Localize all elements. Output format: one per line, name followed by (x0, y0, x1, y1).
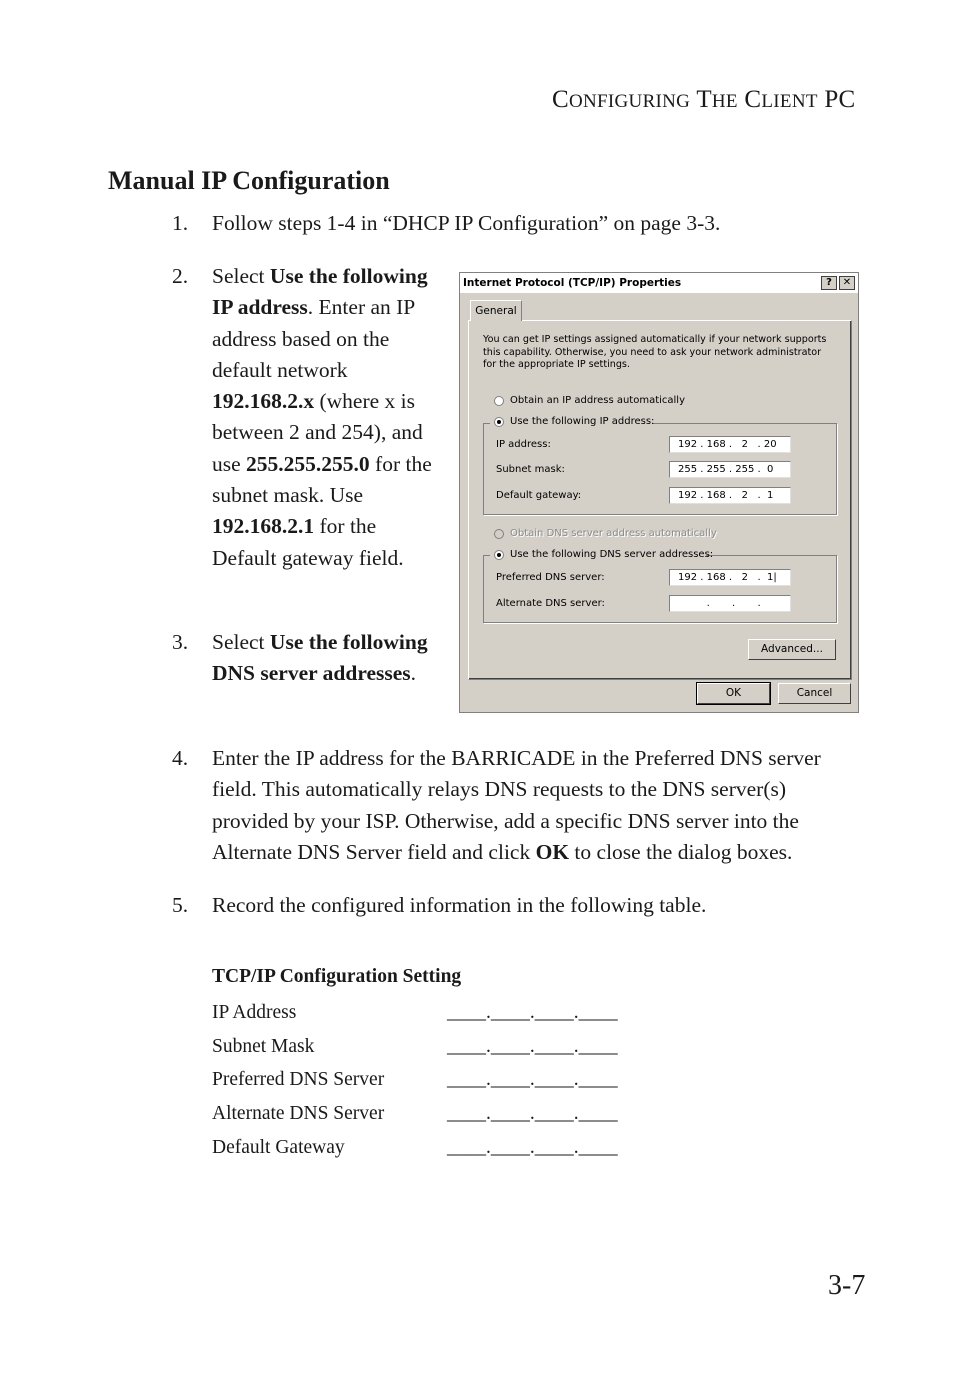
close-icon[interactable]: ✕ (839, 276, 855, 290)
text-run: for the subnet mask. Use (212, 451, 432, 508)
header-cap: T (696, 86, 712, 113)
radio-label: Use the following DNS server addresses: (510, 549, 714, 560)
running-header (552, 86, 856, 114)
ip-address-label: IP address: (496, 439, 551, 450)
subnet-mask-field[interactable]: 255 . 255 . 255 . 0 (669, 461, 791, 478)
alternate-dns-label: Alternate DNS server: (496, 598, 605, 609)
text-run: to close the dialog boxes. (569, 839, 793, 864)
page-number: 3-7 (828, 1270, 866, 1301)
cancel-button[interactable]: Cancel (778, 683, 851, 704)
table-row-blank: ____.____.____.____ (447, 1036, 618, 1057)
step-number: 3. (172, 630, 189, 654)
text-run: Select (212, 264, 270, 288)
ip-address-field[interactable]: 192 . 168 . 2 . 20 (669, 436, 791, 453)
table-row-label: IP Address (212, 1002, 297, 1023)
radio-label: Use the following IP address: (510, 416, 655, 427)
default-gateway-field[interactable]: 192 . 168 . 2 . 1 (669, 487, 791, 504)
dialog-intro-text: You can get IP settings assigned automatically if your network supports this capability. Otherwise, you need to ask your network administrator for the appropriate IP settings. (483, 334, 827, 370)
dns-groupbox (483, 555, 837, 623)
radio-label: Obtain DNS server address automatically (510, 528, 717, 539)
ok-button[interactable]: OK (697, 683, 770, 704)
alternate-dns-field[interactable]: . . . (669, 595, 791, 612)
help-icon[interactable]: ? (821, 276, 837, 290)
table-row-blank: ____.____.____.____ (447, 1137, 618, 1158)
text-run: Enter the IP address for the BARRICADE in the Preferred DNS server field. This automatically relays DNS requests to the DNS server(s) provided by your ISP. Otherwise, add a specific DNS server into the Alternate DNS Server field and click (212, 746, 821, 864)
header-smallcaps: ONFIGURING (568, 91, 691, 112)
step-text (212, 743, 862, 868)
table-row-label: Default Gateway (212, 1137, 345, 1158)
step-text (212, 261, 437, 574)
table-row-label: Alternate DNS Server (212, 1103, 385, 1124)
radio-use-following-ip[interactable] (494, 417, 504, 427)
step-text: Record the configured information in the following table. (212, 893, 707, 917)
header-smallcaps: LIENT (761, 91, 818, 112)
table-row-blank: ____.____.____.____ (447, 1103, 618, 1124)
radio-obtain-dns-auto[interactable] (494, 529, 504, 539)
radio-obtain-ip-auto[interactable] (494, 396, 504, 406)
text-run: (where x is between 2 and 254), and use (212, 389, 423, 476)
bold-run: 255.255.255.0 (246, 451, 370, 476)
dialog-title: Internet Protocol (TCP/IP) Properties (463, 277, 682, 289)
header-cap: PC (824, 86, 856, 113)
radio-use-following-dns[interactable] (494, 550, 504, 560)
preferred-dns-field[interactable]: 192 . 168 . 2 . 1| (669, 569, 791, 586)
radio-label: Obtain an IP address automatically (510, 395, 686, 406)
table-row-label: Subnet Mask (212, 1036, 315, 1057)
step-number: 2. (172, 264, 189, 288)
text-run: . Enter an IP address based on the default network (212, 295, 415, 382)
table-row-label: Preferred DNS Server (212, 1069, 385, 1090)
step-number: 1. (172, 211, 189, 235)
table-row-blank: ____.____.____.____ (447, 1069, 618, 1090)
dialog-titlebar (460, 273, 858, 293)
tcpip-properties-dialog (459, 272, 859, 713)
text-run: Select (212, 630, 270, 654)
step-text: Follow steps 1-4 in “DHCP IP Configuration” on page 3-3. (212, 211, 721, 235)
step-text (212, 627, 442, 690)
header-smallcaps: HE (711, 91, 738, 112)
preferred-dns-label: Preferred DNS server: (496, 572, 605, 583)
tab-general[interactable]: General (470, 300, 522, 321)
advanced-button[interactable]: Advanced... (748, 639, 836, 660)
subnet-mask-label: Subnet mask: (496, 464, 565, 475)
text-run: for the Default gateway field. (212, 514, 404, 570)
bold-run: Use the following IP address (212, 264, 428, 320)
bold-run: 192.168.2.1 (212, 514, 315, 539)
bold-run: Use the following DNS server addresses (212, 630, 428, 686)
step-number: 4. (172, 746, 189, 770)
step-number: 5. (172, 893, 189, 917)
bold-run: 192.168.2.x (212, 389, 315, 414)
table-row-blank: ____.____.____.____ (447, 1002, 618, 1023)
bold-run: OK (535, 839, 570, 864)
header-cap: C (552, 86, 569, 113)
header-cap: C (744, 86, 762, 113)
default-gateway-label: Default gateway: (496, 490, 582, 501)
section-title: Manual IP Configuration (108, 166, 390, 195)
text-run: . (410, 661, 417, 686)
table-title: TCP/IP Configuration Setting (212, 966, 462, 987)
